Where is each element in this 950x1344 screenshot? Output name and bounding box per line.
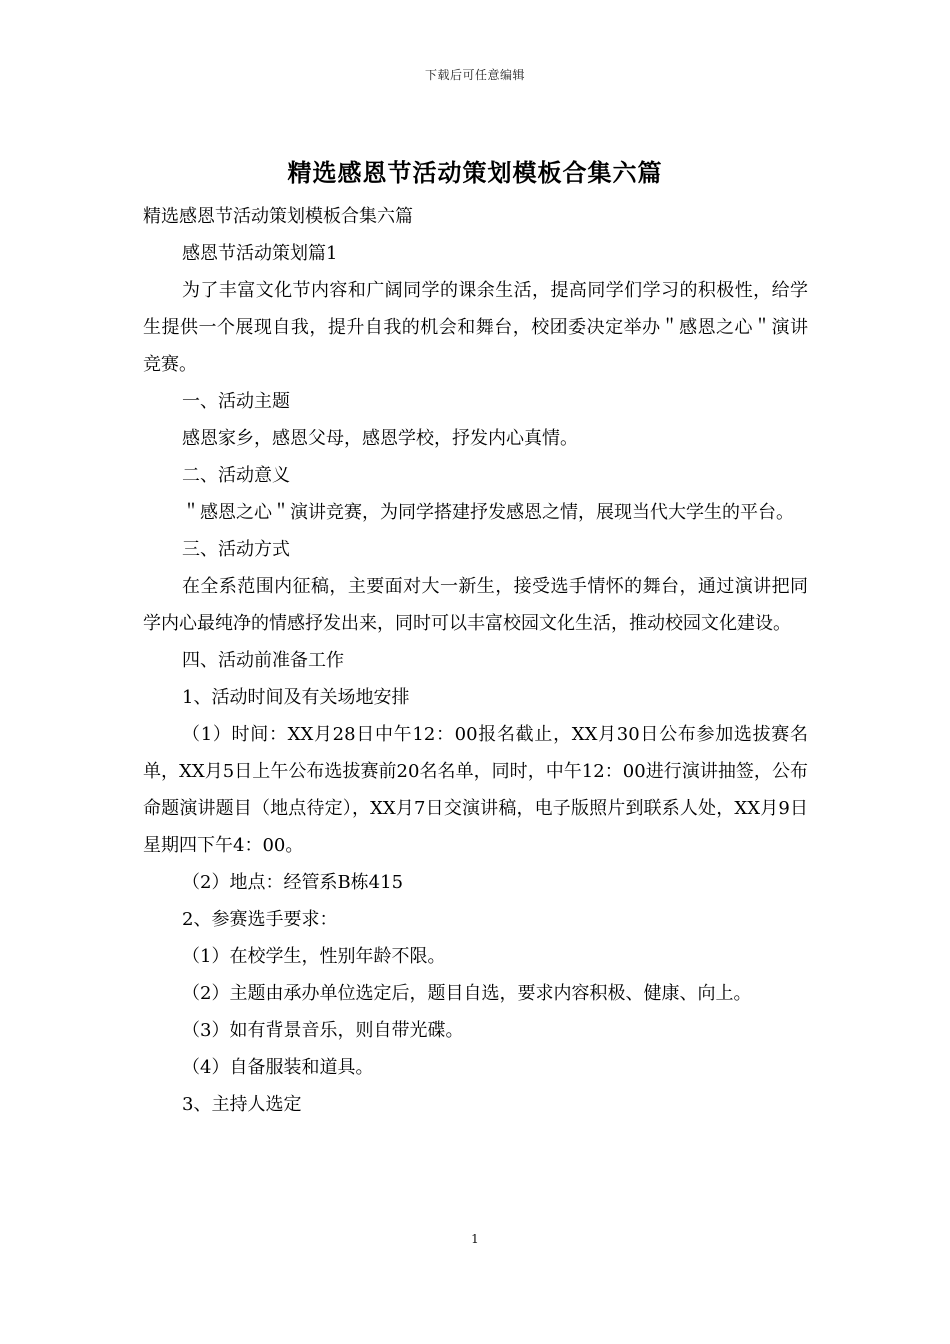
subsection-heading: 3、主持人选定 bbox=[182, 1094, 302, 1115]
section-heading: 三、活动方式 bbox=[182, 539, 290, 560]
list-item: （4）自备服装和道具。 bbox=[182, 1057, 374, 1078]
section-heading: 一、活动主题 bbox=[182, 391, 290, 412]
header-note: 下载后可任意编辑 bbox=[424, 68, 525, 82]
body-paragraph: （1）时间：XX月28日中午12：00报名截止，XX月30日公布参加选拔赛名单，XX月5日上午公布选拔赛前20名名单，同时，中午12：00进行演讲抽签，公布命题演讲题目（地点待定），XX月7日交演讲稿，电子版照片到联系人处，XX月9日星期四下午4：00。 bbox=[143, 724, 808, 856]
page-number: 1 bbox=[471, 1232, 479, 1246]
section-heading: 四、活动前准备工作 bbox=[182, 650, 344, 671]
list-item: （2）主题由承办单位选定后，题目自选，要求内容积极、健康、向上。 bbox=[182, 983, 752, 1004]
list-item: （1）在校学生，性别年龄不限。 bbox=[182, 946, 446, 967]
section-heading: 二、活动意义 bbox=[182, 465, 290, 486]
body-paragraph: 在全系范围内征稿，主要面对大一新生，接受选手情怀的舞台，通过演讲把同学内心最纯净的情感抒发出来，同时可以丰富校园文化生活，推动校园文化建设。 bbox=[143, 576, 808, 634]
body-paragraph: 感恩家乡，感恩父母，感恩学校，抒发内心真情。 bbox=[182, 428, 578, 449]
list-item: （2）地点：经管系B栋415 bbox=[182, 872, 404, 893]
document-title: 精选感恩节活动策划模板合集六篇 bbox=[287, 158, 663, 187]
section-heading: 感恩节活动策划篇1 bbox=[182, 243, 338, 264]
body-paragraph: ＂感恩之心＂演讲竞赛，为同学搭建抒发感恩之情，展现当代大学生的平台。 bbox=[182, 502, 794, 523]
document-body bbox=[143, 198, 808, 1123]
list-item: （3）如有背景音乐，则自带光碟。 bbox=[182, 1020, 464, 1041]
body-paragraph: 为了丰富文化节内容和广阔同学的课余生活，提高同学们学习的积极性，给学生提供一个展现自我，提升自我的机会和舞台，校团委决定举办＂感恩之心＂演讲竞赛。 bbox=[143, 280, 808, 375]
subsection-heading: 2、参赛选手要求： bbox=[182, 909, 338, 930]
subsection-heading: 1、活动时间及有关场地安排 bbox=[182, 687, 410, 708]
subtitle-line: 精选感恩节活动策划模板合集六篇 bbox=[143, 206, 413, 227]
